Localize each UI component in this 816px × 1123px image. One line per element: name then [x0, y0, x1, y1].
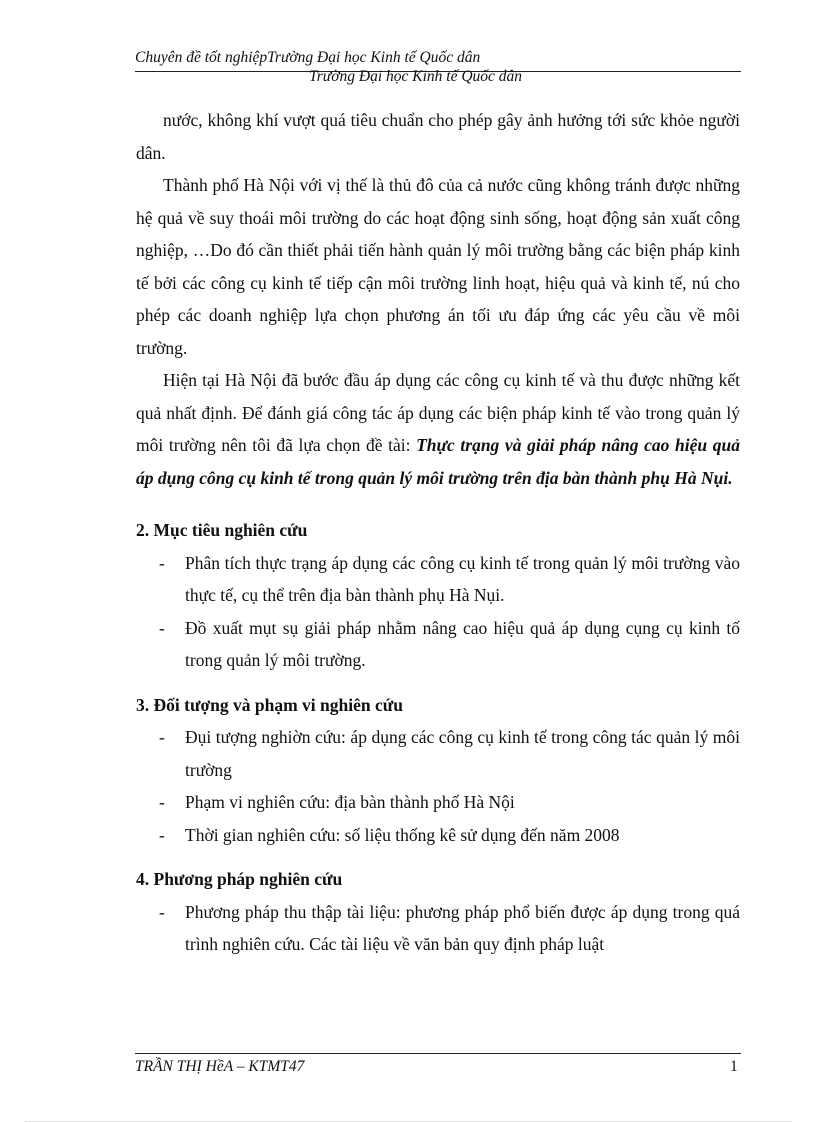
- dash-bullet: -: [159, 901, 165, 922]
- list-item-text: Đụi tượng nghiờn cứu: áp dụng các công cụ kinh tế trong công tác quản lý môi trường: [185, 727, 740, 780]
- footer-rule: [135, 1053, 741, 1054]
- list-item: [136, 547, 740, 612]
- dash-bullet: -: [159, 552, 165, 573]
- header-title: Chuyên đề tốt nghiệpTrường Đại học Kinh tế Quốc dân: [135, 49, 481, 66]
- list-item-text: Phạm vi nghiên cứu: địa bàn thành phố Hà Nội: [185, 792, 515, 812]
- dash-bullet: -: [159, 617, 165, 638]
- list-item-text: Phân tích thực trạng áp dụng các công cụ kinh tế trong quản lý môi trường vào thực tế, cụ thể trên địa bàn thành phụ Hà Nụi.: [185, 552, 740, 605]
- section-heading-methods: 4. Phương pháp nghiên cứu: [136, 869, 343, 889]
- list-item-text: Phương pháp thu thập tài liệu: phương pháp phổ biến được áp dụng trong quá trình nghiên cứu. Các tài liệu về văn bản quy định pháp luật: [185, 901, 740, 954]
- objectives-list: [136, 547, 740, 677]
- thesis-title: Thực trạng và giải pháp nâng cao hiệu quả áp dụng công cụ kinh tế trong quản lý môi trường trên địa bàn thành phụ Hà Nụi.: [136, 435, 740, 488]
- page-content: [136, 104, 740, 961]
- dash-bullet: -: [159, 727, 165, 747]
- paragraph-topic: [136, 364, 740, 494]
- dash-bullet: -: [159, 824, 165, 845]
- list-item-text: Thời gian nghiên cứu: số liệu thống kê sử dụng đến năm 2008: [185, 824, 620, 845]
- dash-bullet: -: [159, 792, 165, 812]
- section-heading-objectives: 2. Mục tiêu nghiên cứu: [136, 520, 308, 540]
- header-subtitle: Trường Đại học Kinh tế Quốc dân: [309, 68, 523, 85]
- list-item: [136, 819, 740, 852]
- list-item: [136, 721, 740, 786]
- footer-author: TRẦN THỊ HềA – KTMT47: [135, 1058, 305, 1075]
- page-edge: [25, 1121, 791, 1122]
- paragraph-topic-text: Hiện tại Hà Nội đã bước đầu áp dụng các công cụ kinh tế và thu được những kết quả nhất định. Để đánh giá công tác áp dụng các biện pháp kinh tế vào trong quản lý môi trường nên tôi đã lựa chọn đề tài:: [136, 370, 740, 455]
- list-item-text: Đồ xuất mụt sụ giải pháp nhằm nâng cao hiệu quả áp dụng cụng cụ kinh tố trong quản lý môi trường.: [185, 617, 740, 670]
- paragraph-continued: nước, không khí vượt quá tiêu chuẩn cho phép gây ảnh hưởng tới sức khỏe người dân.: [136, 110, 740, 163]
- list-item: [136, 896, 740, 961]
- page-number: 1: [730, 1058, 738, 1075]
- list-item: [136, 786, 740, 819]
- section-heading-scope: 3. Đối tượng và phạm vi nghiên cứu: [136, 694, 403, 715]
- list-item: [136, 612, 740, 677]
- paragraph-hanoi: Thành phố Hà Nội với vị thế là thủ đô của cả nước cũng không tránh được những hệ quả về suy thoái môi trường do các hoạt động sinh sống, hoạt động sản xuất công nghiệp, …Do đó cần thiết phải tiến hành quản lý môi trường bằng các biện pháp kinh tế bởi các công cụ kinh tế tiếp cận môi trường linh hoạt, hiệu quả và kinh tế, nú cho phép các doanh nghiệp lựa chọn phương án tối ưu đáp ứng các yêu cầu về môi trường.: [136, 175, 740, 358]
- methods-list: [136, 896, 740, 961]
- scope-list: [136, 721, 740, 851]
